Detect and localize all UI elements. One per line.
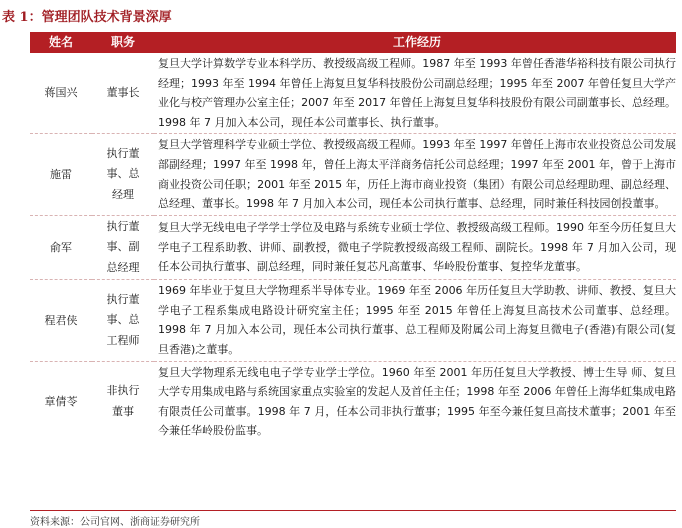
role-text: 执行董事、副总经理 bbox=[106, 219, 140, 274]
management-team-table bbox=[30, 32, 676, 442]
cell-name: 施雷 bbox=[30, 134, 92, 215]
cell-experience: 复旦大学管理科学专业硕士学位、教授级高级工程师。1993 年至 1997 年曾任上海市农业投资总公司发展部副经理；1997 年至 1998 年，曾任上海太平洋商务信托公司总经理；1997 年至 2001 年，曾于上海市商业投资公司任职；2001 年至 2015 年，历任上海市商业投资（集团）有限公司总经理助理、副总经理、总经理、董事长。1998 年 7 月加入本公司，现任本公司执行董事、总经理，同时兼任科技园创投董事。 bbox=[154, 134, 676, 215]
cell-role bbox=[92, 53, 154, 134]
role-text: 董事长 bbox=[106, 85, 140, 99]
table-bottom-rule bbox=[30, 510, 676, 511]
cell-experience: 1969 年毕业于复旦大学物理系半导体专业。1969 年至 2006 年历任复旦大学助教、讲师、教授、复旦大学电子工程系集成电路设计研究室主任；1995 年至 2015 年曾任上海复旦高技术公司董事、总经理。1998 年 7 月加入本公司，现任本公司执行董事、总工程师及附属公司上海复旦微电子(香港)有限公司(复旦香港)之董事。 bbox=[154, 280, 676, 361]
table-row bbox=[30, 53, 676, 134]
source-note: 资料来源：公司官网、浙商证券研究所 bbox=[30, 517, 200, 528]
cell-experience: 复旦大学物理系无线电电子学专业学士学位。1960 年至 2001 年历任复旦大学教授、博士生导 师、复旦大学专用集成电路与系统国家重点实验室的发起人及首任主任；1998 年至 2006 年曾任上海华虹集成电路有限责任公司董事。1998 年 7 月，任本公司非执行董事；1995 年至今兼任复旦高技术董事；2001 年至今兼任华岭股份监事。 bbox=[158, 365, 676, 438]
cell-experience: 复旦大学计算数学专业本科学历、教授级高级工程师。1987 年至 1993 年曾任香港华裕科技有限公司执行经理；1993 年至 1994 年曾任上海复旦复华科技股份公司副总经理；1995 年至 2007 年曾任复旦大学产业化与校产管理办公室主任；2007 年至 2017 年曾任上海复旦复华科技股份有限公司副董事长、总经理。1998 年 7 月加入本公司，现任本公司董事长、执行董事。 bbox=[154, 53, 676, 134]
role-text: 执行董事、总经理 bbox=[106, 146, 140, 201]
cell-role bbox=[92, 215, 154, 280]
cell-name: 蒋国兴 bbox=[30, 53, 92, 134]
role-text: 执行董事、总工程师 bbox=[106, 292, 140, 347]
cell-name: 俞军 bbox=[30, 215, 92, 280]
table-row bbox=[30, 134, 676, 215]
table-row bbox=[30, 280, 676, 361]
header-role: 职务 bbox=[92, 32, 154, 53]
cell-name: 程君侠 bbox=[30, 280, 92, 361]
table-row bbox=[30, 215, 676, 280]
cell-role bbox=[92, 361, 154, 442]
cell-name: 章倩苓 bbox=[44, 395, 78, 409]
cell-role bbox=[92, 280, 154, 361]
role-text: 非执行董事 bbox=[106, 384, 140, 418]
cell-role bbox=[92, 134, 154, 215]
header-experience: 工作经历 bbox=[154, 32, 676, 53]
table-row bbox=[30, 361, 676, 442]
table-header-row bbox=[30, 32, 676, 53]
cell-experience: 复旦大学无线电电子学学士学位及电路与系统专业硕士学位、教授级高级工程师。1990 年至今历任复旦大学电子工程系助教、讲师、副教授，微电子学院教授级高级工程师、副院长。1998 年 7 月加入公司，现任本公司执行董事、副总经理，同时兼任复芯凡高董事、华岭股份董事、复控华龙董事。 bbox=[154, 215, 676, 280]
table-title: 表 1：管理团队技术背景深厚 bbox=[2, 10, 172, 25]
header-name: 姓名 bbox=[30, 32, 92, 53]
